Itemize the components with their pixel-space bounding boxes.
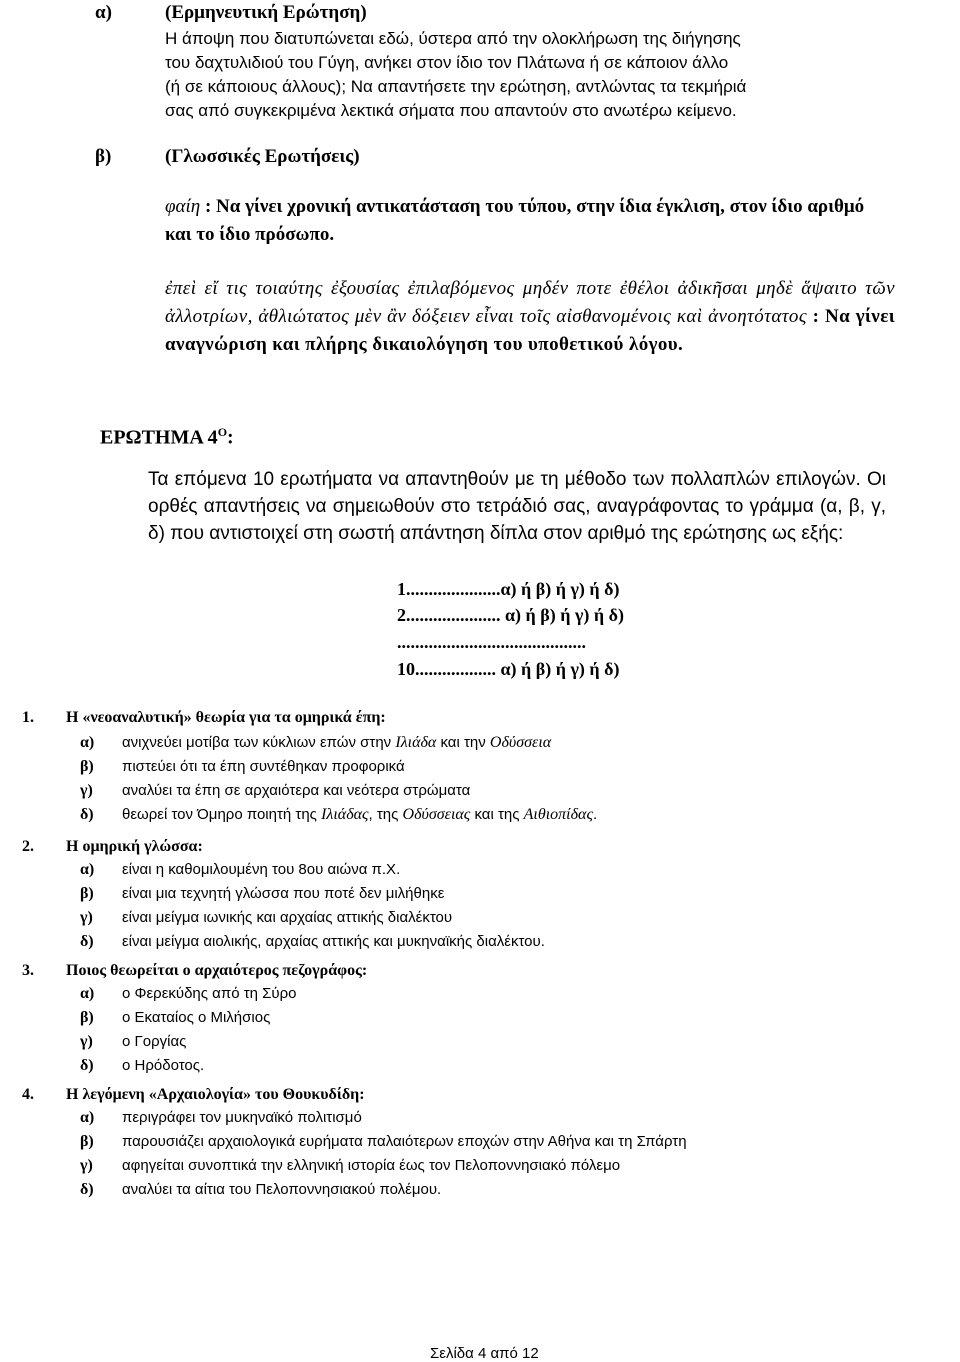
question-text: Η λεγόμενη «Αρχαιολογία» του Θουκυδίδη: [66,1086,365,1103]
part-a-line: (ή σε κάποιους άλλους); Να απαντήσετε την ερώτηση, αντλώντας τα τεκμήριά [165,77,747,96]
option-text: αναλύει τα έπη σε αρχαιότερα και νεότερα στρώματα [122,782,471,799]
option-label: δ) [80,933,94,950]
option-text: είναι μια τεχνητή γλώσσα που ποτέ δεν μιλήθηκε [122,885,445,902]
page-number-footer: Σελίδα 4 από 12 [430,1345,539,1362]
part-a-line: Η άποψη που διατυπώνεται εδώ, ύστερα από την ολοκλήρωση της διήγησης [165,29,741,48]
option-text: ο Γοργίας [122,1033,187,1050]
answer-pattern-line: .......................................... [397,632,586,652]
option-text: περιγράφει τον μυκηναϊκό πολιτισμό [122,1109,362,1126]
language-question-2 [165,275,895,359]
question-text: Η ομηρική γλώσσα: [66,838,203,855]
question-number: 3. [22,962,34,979]
instruction-text: : Να γίνει αναγνώριση και πλήρης δικαιολόγηση του υποθετικού λόγου. [165,306,895,355]
option-text: ο Εκαταίος ο Μιλήσιος [122,1009,271,1026]
language-question-1 [165,193,895,249]
question-4-title-text: ΕΡΩΤΗΜΑ 4 [100,426,218,449]
question-4-sup: Ο [217,425,228,439]
greek-passage: ἐπεὶ εἴ τις τοιαύτης ἐξουσίας ἐπιλαβόμενος μηδέν ποτε ἐθέλοι ἀδικῆσαι μηδὲ ἅψαιτο τῶν ἀλλοτρίων, ἀθλιώτατος μὲν ἂν δόξειεν εἶναι τοῖς αἰσθανομένοις καὶ ἀνοητότατος [165,278,895,327]
option-text: θεωρεί τον Όμηρο ποιητή της Ιλιάδας, της Οδύσσειας και της Αιθιοπίδας. [122,806,598,823]
option-text: αφηγείται συνοπτικά την ελληνική ιστορία έως τον Πελοποννησιακό πόλεμο [122,1157,621,1174]
option-label: β) [80,1133,94,1150]
option-text: παρουσιάζει αρχαιολογικά ευρήματα παλαιότερων εποχών στην Αθήνα και τη Σπάρτη [122,1133,687,1150]
option-label: δ) [80,1057,94,1074]
option-text: αναλύει τα αίτια του Πελοποννησιακού πολέμου. [122,1181,442,1198]
option-label: β) [80,885,94,902]
option-text: ο Ηρόδοτος. [122,1057,205,1074]
answer-pattern-line: 2..................... α) ή β) ή γ) ή δ) [397,605,624,625]
option-label: δ) [80,806,94,823]
option-label: α) [80,1109,95,1126]
option-label: α) [80,861,95,878]
option-label: γ) [80,782,93,799]
part-a-line: σας από συγκεκριμένα λεκτικά σήματα που απαντούν στο ανωτέρω κείμενο. [165,101,737,120]
option-label: β) [80,758,94,775]
part-b-title: (Γλωσσικές Ερωτήσεις) [165,146,360,167]
option-text: πιστεύει ότι τα έπη συντέθηκαν προφορικά [122,758,405,775]
part-a-label: α) [95,2,112,23]
option-label: δ) [80,1181,94,1198]
part-b-label: β) [95,146,112,167]
multiple-choice-instructions: Τα επόμενα 10 ερωτήματα να απαντηθούν με τη μέθοδο των πολλαπλών επιλογών. Οι ορθές απαντήσεις να σημειωθούν στο τετράδιό σας, αναγράφοντας το γράμμα (α, β, γ, δ) που αντιστοιχεί στη σωστή απάντηση δίπλα στον αριθμό της ερώτησης ως εξής: [148,469,886,544]
option-label: α) [80,985,95,1002]
question-4-colon: : [227,426,234,449]
option-text: είναι μείγμα ιωνικής και αρχαίας αττικής διαλέκτου [122,909,453,926]
question-number: 4. [22,1086,34,1103]
question-number: 2. [22,838,34,855]
option-label: β) [80,1009,94,1026]
part-a-line: του δαχτυλιδιού του Γύγη, ανήκει στον ίδιο τον Πλάτωνα ή σε κάποιον άλλο [165,53,729,72]
question-text: Ποιος θεωρείται ο αρχαιότερος πεζογράφος: [66,962,368,979]
option-label: α) [80,734,95,751]
question-4-title [100,425,234,450]
question-number: 1. [22,709,34,726]
option-text: ο Φερεκύδης από τη Σύρο [122,985,297,1002]
option-text: είναι η καθομιλουμένη του 8ου αιώνα π.Χ. [122,861,401,878]
question-text: Η «νεοαναλυτική» θεωρία για τα ομηρικά έπη: [66,709,386,726]
option-label: γ) [80,909,93,926]
option-label: γ) [80,1157,93,1174]
answer-pattern-line: 1.....................α) ή β) ή γ) ή δ) [397,579,620,599]
instruction-text: : Να γίνει χρονική αντικατάσταση του τύπου, στην ίδια έγκλιση, στον ίδιο αριθμό και το ίδιο πρόσωπο. [165,196,865,245]
option-text: είναι μείγμα αιολικής, αρχαίας αττικής και μυκηναϊκής διαλέκτου. [122,933,545,950]
greek-word: φαίη [165,196,201,217]
option-label: γ) [80,1033,93,1050]
option-text: ανιχνεύει μοτίβα των κύκλιων επών στην Ιλιάδα και την Οδύσσεια [122,734,552,751]
answer-pattern-line: 10.................. α) ή β) ή γ) ή δ) [397,659,620,679]
part-a-title: (Ερμηνευτική Ερώτηση) [165,2,367,23]
